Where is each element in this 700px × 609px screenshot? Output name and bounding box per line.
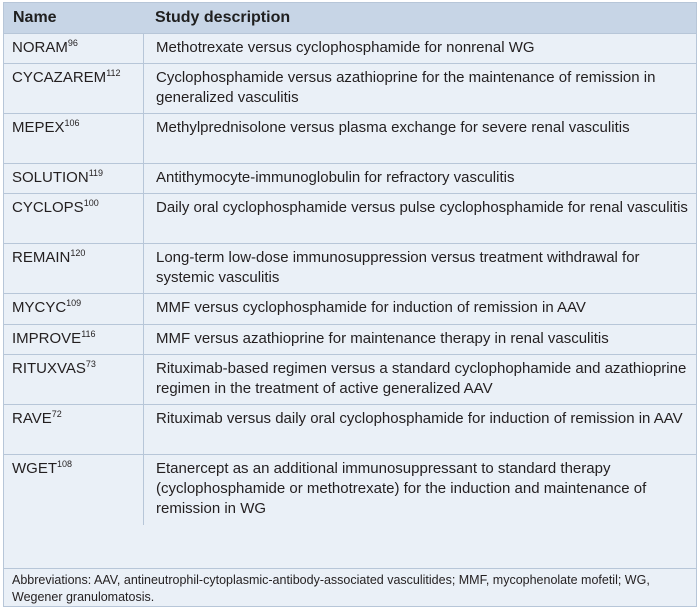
study-name <box>4 248 143 268</box>
study-reference: 120 <box>70 248 86 258</box>
study-name-text: CYCLOPS <box>12 199 84 216</box>
study-description: Rituximab versus daily oral cyclophosphamide for induction of remission in AAV <box>143 405 696 455</box>
study-reference: 112 <box>106 68 121 78</box>
study-name-text: WGET <box>12 460 57 477</box>
table-row <box>4 404 696 454</box>
table-row <box>4 63 696 113</box>
study-name <box>4 68 143 88</box>
table-row <box>4 193 696 243</box>
table-row <box>4 243 696 293</box>
header-description: Study description <box>155 9 291 26</box>
header-name: Name <box>13 9 57 26</box>
table-header <box>4 3 696 33</box>
study-description: Methylprednisolone versus plasma exchange for severe renal vasculitis <box>143 114 696 164</box>
study-name <box>4 409 143 429</box>
table-footnote: Abbreviations: AAV, antineutrophil-cytoplasmic-antibody-associated vasculitides; MMF, mycophenolate mofetil; WG, Wegener granulomatosis. <box>4 568 696 606</box>
studies-table <box>3 2 697 607</box>
study-reference: 109 <box>66 298 82 308</box>
study-description: Methotrexate versus cyclophosphamide for nonrenal WG <box>143 34 696 64</box>
table-row <box>4 33 696 63</box>
study-name-text: REMAIN <box>12 249 71 266</box>
study-name-text: SOLUTION <box>12 169 89 186</box>
study-name <box>4 459 143 479</box>
table-row <box>4 293 696 324</box>
study-name <box>4 359 143 379</box>
study-description: MMF versus azathioprine for maintenance therapy in renal vasculitis <box>143 325 696 355</box>
study-name-text: IMPROVE <box>12 330 82 347</box>
table-row <box>4 324 696 354</box>
study-reference: 72 <box>51 409 62 419</box>
study-name <box>4 298 143 318</box>
study-reference: 100 <box>83 198 99 208</box>
study-name-text: NORAM <box>12 39 68 56</box>
study-name <box>4 168 143 188</box>
table-row <box>4 163 696 193</box>
study-reference: 116 <box>81 329 96 339</box>
study-reference: 108 <box>57 459 73 469</box>
study-name-text: MYCYC <box>12 299 67 316</box>
study-name-text: RAVE <box>12 410 52 427</box>
study-description: Cyclophosphamide versus azathioprine for the maintenance of remission in generalized vasculitis <box>143 64 696 114</box>
table-body <box>4 33 696 524</box>
study-name-text: RITUXVAS <box>12 360 86 377</box>
study-name-text: CYCAZAREM <box>12 69 107 86</box>
study-name <box>4 38 143 58</box>
study-description: Long-term low-dose immunosuppression versus treatment withdrawal for systemic vasculitis <box>143 244 696 294</box>
study-name-text: MEPEX <box>12 119 65 136</box>
study-name <box>4 118 143 138</box>
study-name <box>4 198 143 218</box>
study-description: Antithymocyte-immunoglobulin for refractory vasculitis <box>143 164 696 194</box>
study-name <box>4 329 143 349</box>
study-description: MMF versus cyclophosphamide for induction of remission in AAV <box>143 294 696 325</box>
table-row <box>4 354 696 404</box>
table-row <box>4 454 696 524</box>
table-row <box>4 113 696 163</box>
study-reference: 106 <box>64 118 80 128</box>
study-description: Rituximab-based regimen versus a standard cyclophophamide and azathioprine regimen in the treatment of active generalized AAV <box>143 355 696 405</box>
study-description: Etanercept as an additional immunosuppressant to standard therapy (cyclophosphamide or methotrexate) for the induction and maintenance of remission in WG <box>143 455 696 525</box>
study-reference: 73 <box>85 359 96 369</box>
study-reference: 119 <box>88 168 104 178</box>
study-description: Daily oral cyclophosphamide versus pulse cyclophosphamide for renal vasculitis <box>143 194 696 244</box>
study-reference: 96 <box>67 38 78 48</box>
